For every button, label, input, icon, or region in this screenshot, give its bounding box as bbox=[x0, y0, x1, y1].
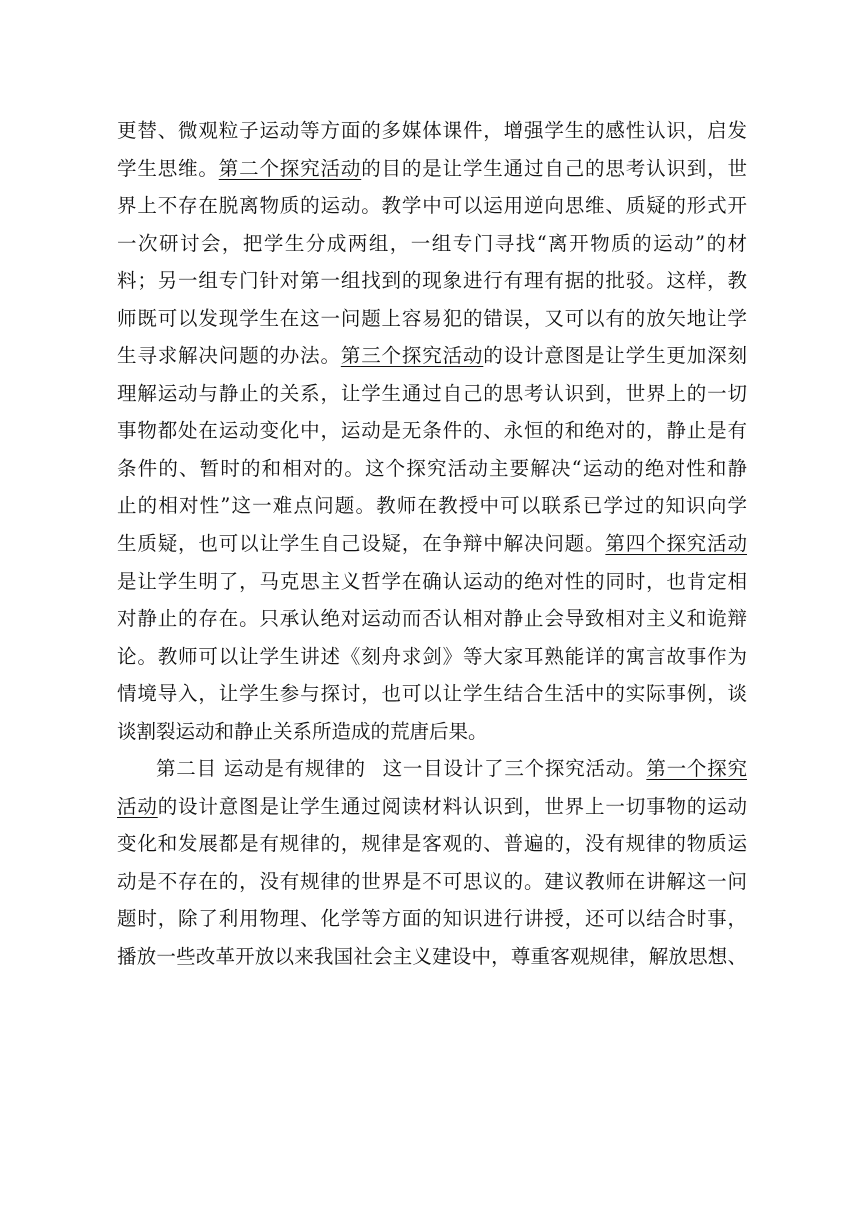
text-line bbox=[117, 187, 747, 225]
text-run: 一次研讨会，把学生分成两组，一组专门寻找“离开物质的运动”的材 bbox=[117, 231, 747, 255]
text-line bbox=[117, 600, 747, 638]
text-line bbox=[117, 525, 747, 563]
text-run: 这一目设计了三个探究活动。 bbox=[381, 757, 647, 781]
text-run: 对静止的存在。只承认绝对运动而否认相对静止会导致相对主义和诡辩 bbox=[117, 607, 747, 631]
text-line bbox=[117, 788, 747, 826]
text-line bbox=[117, 487, 747, 525]
text-run: 生质疑，也可以让学生自己设疑，在争辩中解决问题。 bbox=[117, 532, 606, 556]
text-line bbox=[117, 675, 747, 713]
text-line bbox=[117, 225, 747, 263]
text-line bbox=[117, 375, 747, 413]
underlined-activity-title: 活动 bbox=[117, 794, 158, 818]
text-run: 更替、微观粒子运动等方面的多媒体课件，增强学生的感性认识，启发 bbox=[117, 119, 747, 142]
text-run: 题时，除了利用物理、化学等方面的知识进行讲授，还可以结合时事， bbox=[117, 907, 747, 931]
text-run: 谈割裂运动和静止关系所造成的荒唐后果。 bbox=[117, 719, 488, 743]
section-heading: 第二目 运动是有规律的 bbox=[156, 757, 366, 781]
text-run: 论。教师可以让学生讲述《刻舟求剑》等大家耳熟能详的寓言故事作为 bbox=[117, 644, 747, 668]
text-line bbox=[117, 863, 747, 901]
text-line bbox=[117, 900, 747, 938]
text-line bbox=[117, 450, 747, 488]
text-run: 止的相对性”这一难点问题。教师在教授中可以联系已学过的知识向学 bbox=[117, 494, 747, 518]
text-run: 理解运动与静止的关系，让学生通过自己的思考认识到，世界上的一切 bbox=[117, 381, 747, 405]
text-line bbox=[117, 750, 747, 788]
text-line bbox=[117, 412, 747, 450]
text-line bbox=[117, 638, 747, 676]
text-line bbox=[117, 300, 747, 338]
text-run: 的设计意图是让学生通过阅读材料认识到，世界上一切事物的运动 bbox=[157, 794, 747, 818]
underlined-activity-title: 第一个探究 bbox=[646, 757, 747, 781]
text-line bbox=[117, 563, 747, 601]
text-line bbox=[117, 337, 747, 375]
text-run: 界上不存在脱离物质的运动。教学中可以运用逆向思维、质疑的形式开 bbox=[117, 194, 747, 218]
text-run: 变化和发展都是有规律的，规律是客观的、普遍的，没有规律的物质运 bbox=[117, 832, 747, 856]
underlined-activity-title: 第三个探究活动 bbox=[340, 344, 484, 368]
text-run: 的目的是让学生通过自己的思考认识到，世 bbox=[361, 156, 747, 180]
text-line bbox=[117, 713, 747, 751]
text-line bbox=[117, 150, 747, 188]
text-run: 是让学生明了，马克思主义哲学在确认运动的绝对性的同时，也肯定相 bbox=[117, 569, 747, 593]
text-line bbox=[117, 262, 747, 300]
text-line bbox=[117, 825, 747, 863]
text-run: 师既可以发现学生在这一问题上容易犯的错误，又可以有的放矢地让学 bbox=[117, 306, 747, 330]
text-run: 动是不存在的，没有规律的世界是不可思议的。建议教师在讲解这一问 bbox=[117, 869, 747, 893]
underlined-activity-title: 第四个探究活动 bbox=[605, 532, 747, 556]
body-text bbox=[117, 112, 747, 976]
text-run: 学生思维。 bbox=[117, 156, 219, 180]
text-run: 情境导入，让学生参与探讨，也可以让学生结合生活中的实际事例，谈 bbox=[117, 682, 747, 706]
text-run: 的设计意图是让学生更加深刻 bbox=[483, 344, 747, 368]
text-run: 事物都处在运动变化中，运动是无条件的、永恒的和绝对的，静止是有 bbox=[117, 419, 747, 443]
text-line bbox=[117, 938, 747, 976]
text-line bbox=[117, 112, 747, 150]
text-run: 播放一些改革开放以来我国社会主义建设中，尊重客观规律，解放思想、 bbox=[117, 945, 747, 969]
text-run: 料；另一组专门针对第一组找到的现象进行有理有据的批驳。这样，教 bbox=[117, 269, 747, 293]
text-run: 生寻求解决问题的办法。 bbox=[117, 344, 341, 368]
underlined-activity-title: 第二个探究活动 bbox=[218, 156, 362, 180]
text-run: 条件的、暂时的和相对的。这个探究活动主要解决“运动的绝对性和静 bbox=[117, 456, 747, 480]
